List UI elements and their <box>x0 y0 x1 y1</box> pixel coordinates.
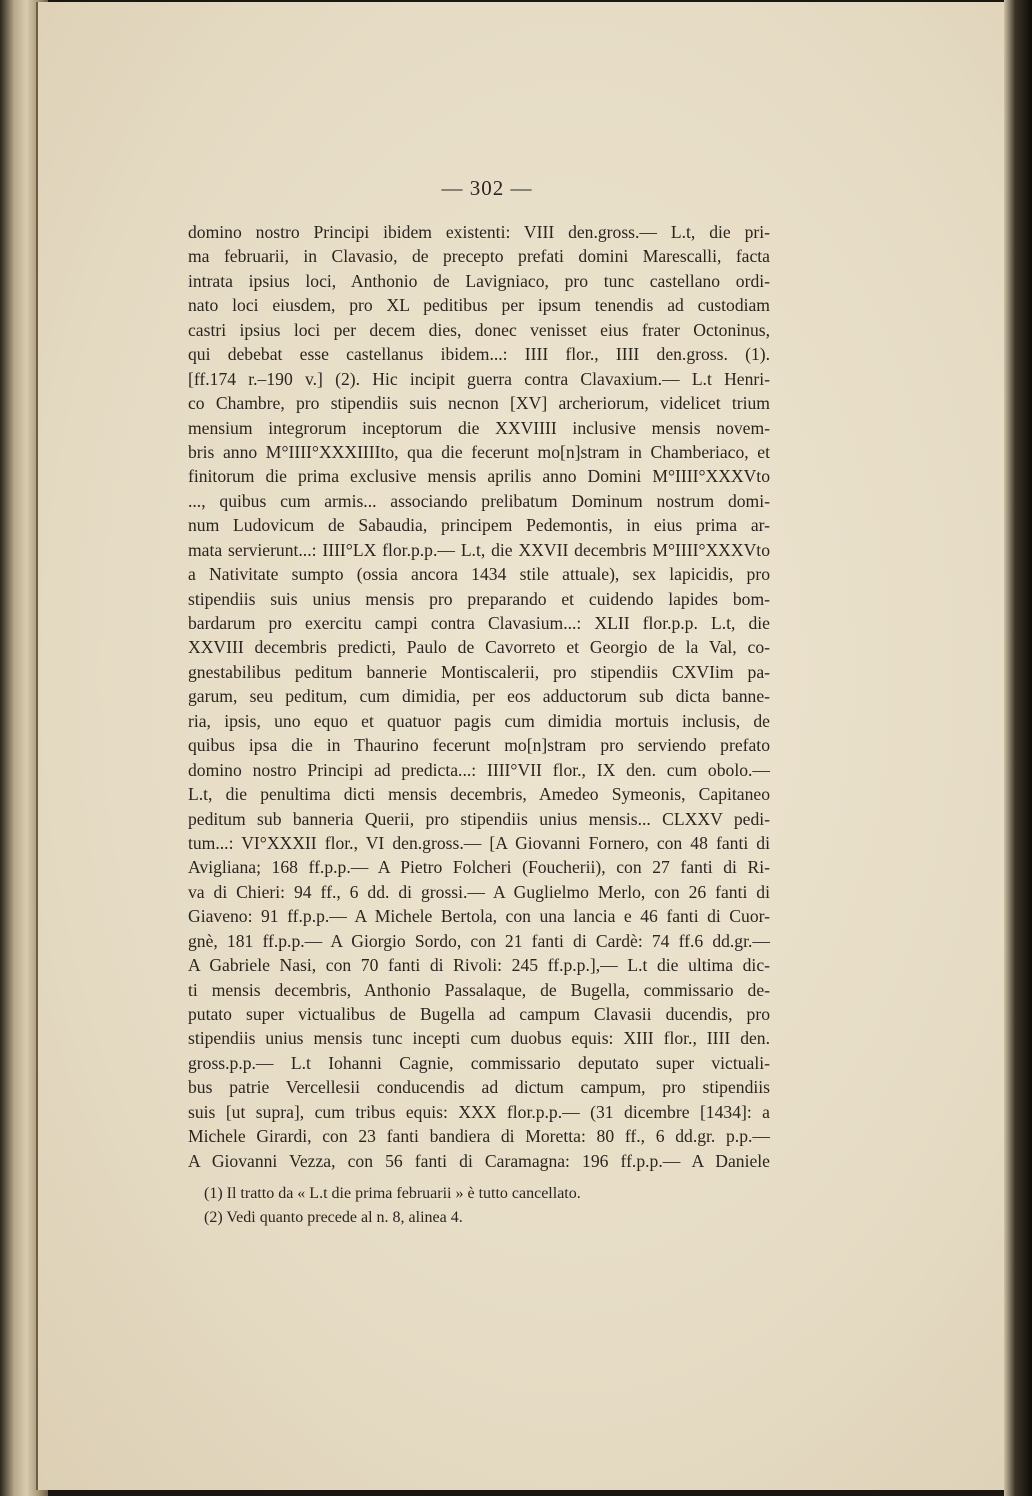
text-line: putato super victualibus de Bugella ad campum Clavasii ducendis, pro <box>188 1004 770 1024</box>
text-line: tum...: VI°XXXII flor., VI den.gross.— [A Giovanni Fornero, con 48 fanti di <box>188 832 770 853</box>
text-line: castri ipsius loci per decem dies, donec venisset eius frater Octoninus, <box>188 319 770 340</box>
text-line: peditum sub banneria Querii, pro stipendiis unius mensis... CLXXV pedi- <box>188 808 770 829</box>
text-line: suis [ut supra], cum tribus equis: XXX flor.p.p.— (31 dicembre [1434]: a <box>188 1101 770 1122</box>
text-line: a Nativitate sumpto (ossia ancora 1434 stile attuale), sex lapicidis, pro <box>188 564 770 585</box>
footnote-1: (1) Il tratto da « L.t die prima februarii » è tutto cancellato. <box>204 1185 581 1202</box>
text-line: A Gabriele Nasi, con 70 fanti di Rivoli: 245 ff.p.p.],— L.t die ultima dic- <box>188 955 770 976</box>
text-line: intrata ipsius loci, Anthonio de Lavigniaco, pro tunc castellano ordi- <box>188 270 770 291</box>
text-line: A Giovanni Vezza, con 56 fanti di Caramagna: 196 ff.p.p.— A Daniele <box>188 1150 770 1171</box>
text-line: XXVIII decembris predicti, Paulo de Cavorreto et Georgio de la Val, co- <box>188 637 770 658</box>
text-line: garum, seu peditum, cum dimidia, per eos adductorum sub dicta banne- <box>188 686 770 707</box>
text-line: quibus ipsa die in Thaurino fecerunt mo[n]stram pro serviendo prefato <box>188 735 770 756</box>
text-line: Michele Girardi, con 23 fanti bandiera di Moretta: 80 ff., 6 dd.gr. p.p.— <box>188 1126 770 1147</box>
text-line: mata servierunt...: IIII°LX flor.p.p.— L.t, die XXVII decembris M°IIII°XXXVto <box>188 539 770 560</box>
text-line: nato loci eiusdem, pro XL peditibus per ipsum tenendis ad custodiam <box>188 295 770 316</box>
text-line: [ff.174 r.–190 v.] (2). Hic incipit guerra contra Clavaxium.— L.t Henri- <box>188 368 770 389</box>
page-number: — 302 — <box>441 176 533 200</box>
text-line: domino nostro Principi ibidem existenti: VIII den.gross.— L.t, die pri- <box>188 222 770 242</box>
text-line: Giaveno: 91 ff.p.p.— A Michele Bertola, con una lancia e 46 fanti di Cuor- <box>188 906 770 927</box>
text-line: domino nostro Principi ad predicta...: IIII°VII flor., IX den. cum obolo.— <box>188 759 770 780</box>
text-line: ma februarii, in Clavasio, de precepto prefati domini Marescalli, facta <box>188 246 770 267</box>
body-text <box>188 220 770 1173</box>
text-line: gnè, 181 ff.p.p.— A Giorgio Sordo, con 21 fanti di Cardè: 74 ff.6 dd.gr.— <box>188 930 770 951</box>
text-line: bardarum pro exercitu campi contra Clavasium...: XLII flor.p.p. L.t, die <box>188 613 770 633</box>
text-line: bris anno M°IIII°XXXIIIIto, qua die fecerunt mo[n]stram in Chamberiaco, et <box>188 441 770 462</box>
text-line: stipendiis suis unius mensis pro preparando et cuidendo lapides bom- <box>188 588 770 609</box>
text-line: L.t, die penultima dicti mensis decembris, Amedeo Symeonis, Capitaneo <box>188 784 770 805</box>
text-line: Avigliana; 168 ff.p.p.— A Pietro Folcheri (Foucherii), con 27 fanti di Ri- <box>188 857 770 878</box>
text-line: finitorum die prima exclusive mensis aprilis anno Domini M°IIII°XXXVto <box>188 466 770 487</box>
page-edge <box>1004 0 1032 1496</box>
text-line: bus patrie Vercellesii conducendis ad dictum campum, pro stipendiis <box>188 1077 770 1098</box>
text-line: va di Chieri: 94 ff., 6 dd. di grossi.— A Guglielmo Merlo, con 26 fanti di <box>188 881 770 902</box>
text-line: qui debebat esse castellanus ibidem...: IIII flor., IIII den.gross. (1). <box>188 344 770 365</box>
text-line: gnestabilibus peditum bannerie Montiscalerii, pro stipendiis CXVIim pa- <box>188 661 770 682</box>
text-line: ti mensis decembris, Anthonio Passalaque, de Bugella, commissario de- <box>188 979 770 1000</box>
text-line: ria, ipsis, uno equo et quatuor pagis cum dimidia mortuis inclusis, de <box>188 710 770 731</box>
text-line: num Ludovicum de Sabaudia, principem Pedemontis, in eius prima ar- <box>188 515 770 536</box>
text-line: mensium integrorum inceptorum die XXVIIII inclusive mensis novem- <box>188 417 770 438</box>
text-line: gross.p.p.— L.t Iohanni Cagnie, commissario deputato super victuali- <box>188 1052 770 1073</box>
text-line: co Chambre, pro stipendiis suis necnon [XV] archeriorum, videlicet trium <box>188 393 770 414</box>
text-line: ..., quibus cum armis... associando prelibatum Dominum nostrum domi- <box>188 490 770 511</box>
footnote-2: (2) Vedi quanto precede al n. 8, alinea 4. <box>204 1209 463 1226</box>
footnotes <box>204 1182 764 1230</box>
text-line: stipendiis unius mensis tunc incepti cum duobus equis: XIII flor., IIII den. <box>188 1028 770 1049</box>
